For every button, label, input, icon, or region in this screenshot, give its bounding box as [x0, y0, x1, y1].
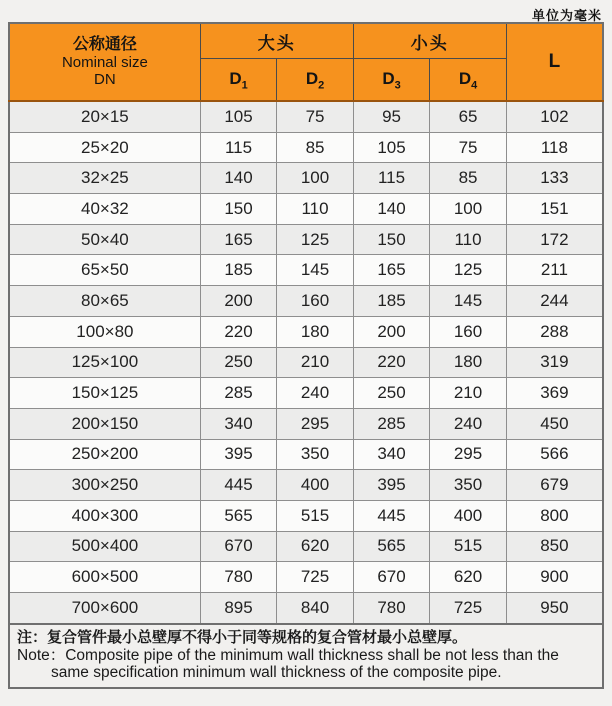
note-box [8, 623, 604, 689]
header-d4-base: D [458, 68, 472, 88]
cell-value: 200 [353, 316, 430, 347]
cell-value: 840 [277, 593, 354, 624]
cell-value: 620 [277, 531, 354, 562]
cell-value: 565 [353, 531, 430, 562]
cell-value: 100 [277, 163, 354, 194]
cell-dn: 125×100 [9, 347, 200, 378]
cell-value: 145 [430, 286, 507, 317]
cell-value: 369 [506, 378, 603, 409]
cell-value: 185 [353, 286, 430, 317]
cell-value: 670 [353, 562, 430, 593]
cell-value: 288 [506, 316, 603, 347]
cell-dn: 150×125 [9, 378, 200, 409]
table-row [9, 316, 603, 347]
cell-value: 400 [277, 470, 354, 501]
table-row [9, 347, 603, 378]
cell-dn: 65×50 [9, 255, 200, 286]
header-d2-sub: 2 [318, 78, 325, 91]
cell-value: 125 [277, 224, 354, 255]
table-row [9, 470, 603, 501]
cell-value: 140 [200, 163, 277, 194]
cell-value: 172 [506, 224, 603, 255]
table-row [9, 378, 603, 409]
cell-value: 100 [430, 194, 507, 225]
table-body [9, 101, 603, 624]
cell-value: 185 [200, 255, 277, 286]
cell-value: 240 [277, 378, 354, 409]
cell-value: 220 [353, 347, 430, 378]
cell-value: 115 [200, 132, 277, 163]
header-nominal-size-dn: DN [94, 71, 116, 88]
cell-value: 210 [430, 378, 507, 409]
header-d2 [277, 59, 354, 101]
cell-value: 295 [277, 408, 354, 439]
cell-dn: 20×15 [9, 101, 200, 132]
table-row [9, 255, 603, 286]
table-row [9, 224, 603, 255]
note-line-english-2: same specification minimum wall thickness of the composite pipe. [51, 663, 502, 681]
header-d1-base: D [229, 68, 242, 88]
cell-value: 110 [430, 224, 507, 255]
cell-value: 319 [506, 347, 603, 378]
table-header [9, 23, 603, 101]
cell-value: 285 [353, 408, 430, 439]
cell-value: 165 [353, 255, 430, 286]
cell-value: 250 [353, 378, 430, 409]
cell-value: 350 [430, 470, 507, 501]
table-row [9, 408, 603, 439]
cell-value: 85 [277, 132, 354, 163]
cell-value: 145 [277, 255, 354, 286]
unit-row [0, 0, 612, 22]
table-row [9, 286, 603, 317]
cell-value: 85 [430, 163, 507, 194]
cell-value: 780 [200, 562, 277, 593]
header-d3-base: D [382, 68, 395, 88]
cell-value: 115 [353, 163, 430, 194]
cell-value: 850 [506, 531, 603, 562]
cell-value: 725 [277, 562, 354, 593]
header-group-big-end: 大头 [200, 23, 353, 59]
unit-label: 单位为毫米 [531, 8, 602, 23]
table-row [9, 194, 603, 225]
header-d2-base: D [305, 68, 319, 88]
cell-value: 133 [506, 163, 603, 194]
cell-value: 110 [277, 194, 354, 225]
cell-value: 210 [277, 347, 354, 378]
cell-value: 350 [277, 439, 354, 470]
cell-value: 75 [277, 101, 354, 132]
note-line-chinese: 注：复合管件最小总壁厚不得小于同等规格的复合管材最小总壁厚。 [17, 628, 468, 646]
cell-value: 900 [506, 562, 603, 593]
cell-value: 150 [353, 224, 430, 255]
table-row [9, 101, 603, 132]
cell-value: 670 [200, 531, 277, 562]
cell-value: 895 [200, 593, 277, 624]
cell-value: 150 [200, 194, 277, 225]
cell-value: 200 [200, 286, 277, 317]
cell-value: 620 [430, 562, 507, 593]
cell-value: 180 [277, 316, 354, 347]
cell-value: 445 [353, 500, 430, 531]
cell-dn: 500×400 [9, 531, 200, 562]
cell-value: 340 [200, 408, 277, 439]
cell-dn: 250×200 [9, 439, 200, 470]
cell-value: 75 [430, 132, 507, 163]
cell-dn: 80×65 [9, 286, 200, 317]
table-row [9, 163, 603, 194]
cell-value: 566 [506, 439, 603, 470]
table-row [9, 132, 603, 163]
cell-value: 105 [200, 101, 277, 132]
header-d3-sub: 3 [394, 78, 401, 91]
cell-value: 160 [277, 286, 354, 317]
cell-dn: 100×80 [9, 316, 200, 347]
cell-value: 244 [506, 286, 603, 317]
cell-value: 295 [430, 439, 507, 470]
note-line-english-1: Note：Composite pipe of the minimum wall thickness shall be not less than the [17, 646, 559, 664]
cell-value: 102 [506, 101, 603, 132]
cell-value: 679 [506, 470, 603, 501]
cell-value: 725 [430, 593, 507, 624]
cell-value: 65 [430, 101, 507, 132]
cell-value: 165 [200, 224, 277, 255]
header-nominal-size [9, 23, 200, 101]
cell-dn: 300×250 [9, 470, 200, 501]
cell-value: 140 [353, 194, 430, 225]
cell-value: 180 [430, 347, 507, 378]
header-length: L [506, 23, 603, 101]
dimension-spec-table [8, 22, 604, 625]
cell-value: 285 [200, 378, 277, 409]
table-row [9, 593, 603, 624]
cell-dn: 25×20 [9, 132, 200, 163]
header-nominal-size-en: Nominal size [61, 54, 148, 71]
cell-value: 95 [353, 101, 430, 132]
cell-dn: 32×25 [9, 163, 200, 194]
cell-dn: 400×300 [9, 500, 200, 531]
table-row [9, 500, 603, 531]
cell-dn: 200×150 [9, 408, 200, 439]
cell-value: 220 [200, 316, 277, 347]
cell-value: 211 [506, 255, 603, 286]
header-d4-sub: 4 [471, 78, 478, 91]
cell-value: 450 [506, 408, 603, 439]
cell-value: 105 [353, 132, 430, 163]
cell-dn: 600×500 [9, 562, 200, 593]
cell-value: 240 [430, 408, 507, 439]
cell-value: 395 [200, 439, 277, 470]
header-d1-sub: 1 [241, 78, 248, 91]
cell-value: 800 [506, 500, 603, 531]
header-nominal-size-zh: 公称通径 [72, 36, 137, 53]
cell-value: 160 [430, 316, 507, 347]
cell-value: 565 [200, 500, 277, 531]
header-d3 [353, 59, 430, 101]
cell-value: 780 [353, 593, 430, 624]
header-d4 [430, 59, 507, 101]
cell-dn: 700×600 [9, 593, 200, 624]
cell-value: 445 [200, 470, 277, 501]
header-group-small-end: 小头 [353, 23, 506, 59]
cell-value: 515 [430, 531, 507, 562]
cell-dn: 40×32 [9, 194, 200, 225]
cell-value: 151 [506, 194, 603, 225]
header-d1 [200, 59, 277, 101]
cell-value: 340 [353, 439, 430, 470]
cell-value: 118 [506, 132, 603, 163]
cell-value: 395 [353, 470, 430, 501]
cell-value: 515 [277, 500, 354, 531]
cell-dn: 50×40 [9, 224, 200, 255]
table-row [9, 531, 603, 562]
cell-value: 250 [200, 347, 277, 378]
cell-value: 400 [430, 500, 507, 531]
table-row [9, 562, 603, 593]
cell-value: 950 [506, 593, 603, 624]
table-row [9, 439, 603, 470]
cell-value: 125 [430, 255, 507, 286]
